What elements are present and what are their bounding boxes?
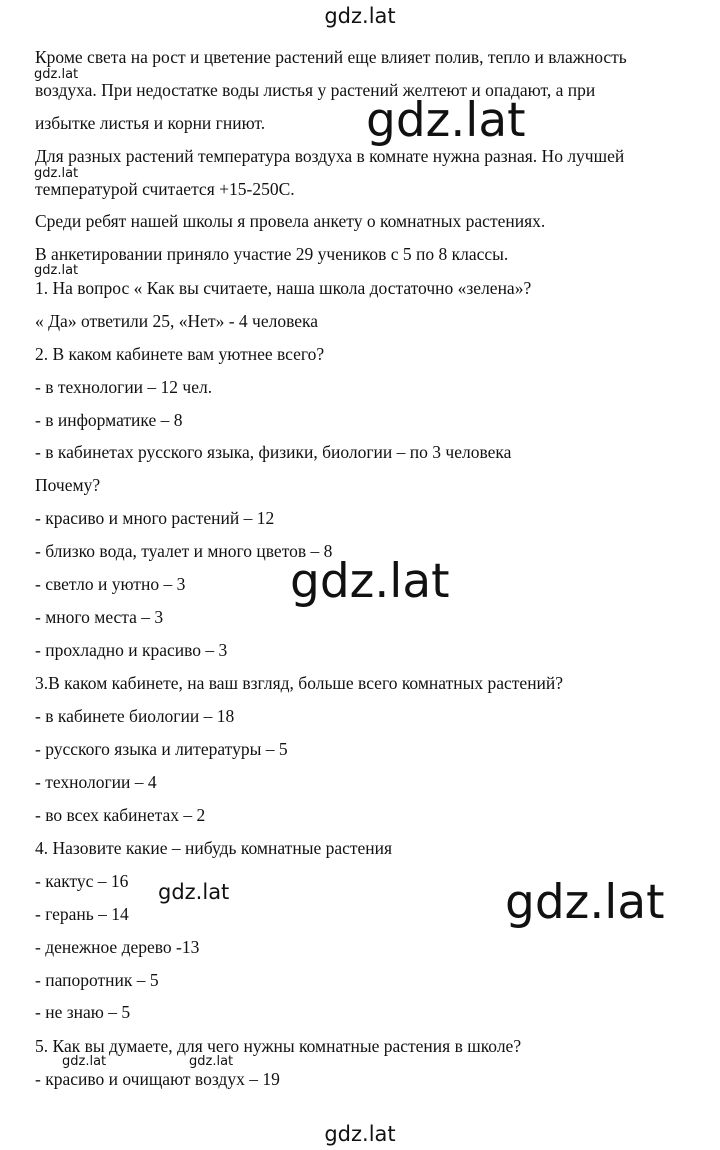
text-line: - во всех кабинетах – 2 [35,805,206,825]
text-line: « Да» ответили 25, «Нет» - 4 человека [35,311,319,331]
text-line: - красиво и очищают воздух – 19 [35,1069,280,1089]
text-line: - папоротник – 5 [35,970,159,990]
text-line: Для разных растений температура воздуха в комнате нужна разная. Но лучшей [35,146,625,166]
header-watermark: gdz.lat [324,4,396,28]
watermark-small: gdz.lat [62,1054,107,1069]
text-line: - технологии – 4 [35,772,157,792]
watermark-medium: gdz.lat [158,880,230,904]
watermark-small: gdz.lat [34,166,79,181]
text-line: - прохладно и красиво – 3 [35,640,228,660]
watermark-large: gdz.lat [290,554,450,609]
text-line: - красиво и много растений – 12 [35,508,275,528]
text-line: - в кабинетах русского языка, физики, биологии – по 3 человека [35,442,512,462]
text-line: Кроме света на рост и цветение растений еще влияет полив, тепло и влажность [35,47,627,67]
text-line: - денежное дерево -13 [35,937,200,957]
text-line: - много места – 3 [35,607,164,627]
text-line: - герань – 14 [35,904,129,924]
watermark-small: gdz.lat [34,67,79,82]
text-line: - светло и уютно – 3 [35,574,186,594]
text-line: 2. В каком кабинете вам уютнее всего? [35,344,325,364]
text-line: избытке листья и корни гниют. [35,113,266,133]
text-line: 4. Назовите какие – нибудь комнатные растения [35,838,393,858]
text-line: 1. На вопрос « Как вы считаете, наша школа достаточно «зелена»? [35,278,532,298]
text-line: - близко вода, туалет и много цветов – 8 [35,541,333,561]
watermark-large: gdz.lat [505,875,665,930]
watermark-small: gdz.lat [34,263,79,278]
text-line: Почему? [35,475,101,495]
text-line: В анкетировании приняло участие 29 учеников с 5 по 8 классы. [35,244,509,264]
text-line: - не знаю – 5 [35,1002,131,1022]
watermark-large: gdz.lat [366,93,526,148]
text-line: воздуха. При недостатке воды листья у растений желтеют и опадают, а при [35,80,596,100]
text-line: 3.В каком кабинете, на ваш взгляд, больше всего комнатных растений? [35,673,564,693]
text-line: - в кабинете биологии – 18 [35,706,235,726]
text-line: - кактус – 16 [35,871,129,891]
text-line: Среди ребят нашей школы я провела анкету о комнатных растениях. [35,211,546,231]
watermark-small: gdz.lat [189,1054,234,1069]
text-line: температурой считается +15-250С. [35,179,295,199]
text-line: - в информатике – 8 [35,410,183,430]
text-line: - в технологии – 12 чел. [35,377,213,397]
footer-watermark: gdz.lat [324,1122,396,1146]
text-line: - русского языка и литературы – 5 [35,739,288,759]
text-line: 5. Как вы думаете, для чего нужны комнатные растения в школе? [35,1036,522,1056]
